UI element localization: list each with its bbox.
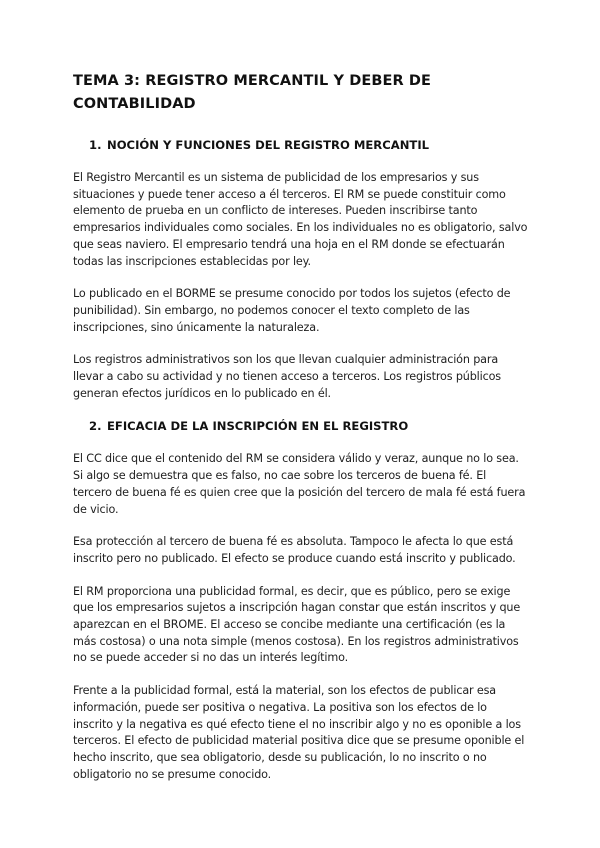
- document-title: TEMA 3: REGISTRO MERCANTIL Y DEBER DE CONTABILIDAD: [73, 73, 432, 112]
- paragraph: El Registro Mercantil es un sistema de publicidad de los empresarios y sus situaciones y puede tener acceso a él terceros. El RM se puede constituir como elemento de prueba en un conflicto de intereses. Pueden inscribirse tanto empresarios individuales como sociales. En los individuales no es obligatorio, salvo que seas naviero. El empresario tendrá una hoja en el RM donde se efectuarán todas las inscripciones establecidas por ley.: [73, 171, 528, 268]
- paragraph: Frente a la publicidad formal, está la material, son los efectos de publicar esa información, puede ser positiva o negativa. La positiva son los efectos de lo inscrito y la negativa es qué efecto tiene el no inscribir algo y no es oponible a los terceros. El efecto de publicidad material positiva dice que se presume oponible el hecho inscrito, que sea obligatorio, desde su publicación, lo no inscrito o no obligatorio no se presume conocido.: [73, 684, 525, 781]
- paragraph: El CC dice que el contenido del RM se considera válido y veraz, aunque no lo sea. Si algo se demuestra que es falso, no cae sobre los terceros de buena fé. El tercero de buena fé es quien cree que la posición del tercero de mala fé está fuera de vicio.: [73, 452, 526, 516]
- paragraph: El RM proporciona una publicidad formal, es decir, que es público, pero se exige que los empresarios sujetos a inscripción hagan constar que están inscritos y que aparezcan en el BROME. El acceso se concibe mediante una certificación (es la más costosa) o una nota simple (menos costosa). En los registros administrativos no se puede acceder si no das un interés legítimo.: [73, 584, 521, 665]
- document-page: [73, 70, 528, 799]
- paragraph: Lo publicado en el BORME se presume conocido por todos los sujetos (efecto de punibilidad). Sin embargo, no podemos conocer el texto completo de las inscripciones, sino únicamente la naturaleza.: [73, 287, 511, 334]
- section-heading-1: [89, 137, 528, 153]
- paragraph: Los registros administrativos son los que llevan cualquier administración para llevar a cabo su actividad y no tienen acceso a terceros. Los registros públicos generan efectos jurídicos en lo publicado en él.: [73, 353, 501, 400]
- section-title: NOCIÓN Y FUNCIONES DEL REGISTRO MERCANTIL: [107, 138, 430, 152]
- section-number: 2.: [89, 419, 102, 434]
- paragraph: Esa protección al tercero de buena fé es absoluta. Tampoco le afecta lo que está inscrito pero no publicado. El efecto se produce cuando está inscrito y publicado.: [73, 535, 516, 565]
- section-heading-2: [89, 418, 528, 434]
- section-number: 1.: [89, 138, 102, 152]
- section-title: EFICACIA DE LA INSCRIPCIÓN EN EL REGISTRO: [107, 419, 409, 434]
